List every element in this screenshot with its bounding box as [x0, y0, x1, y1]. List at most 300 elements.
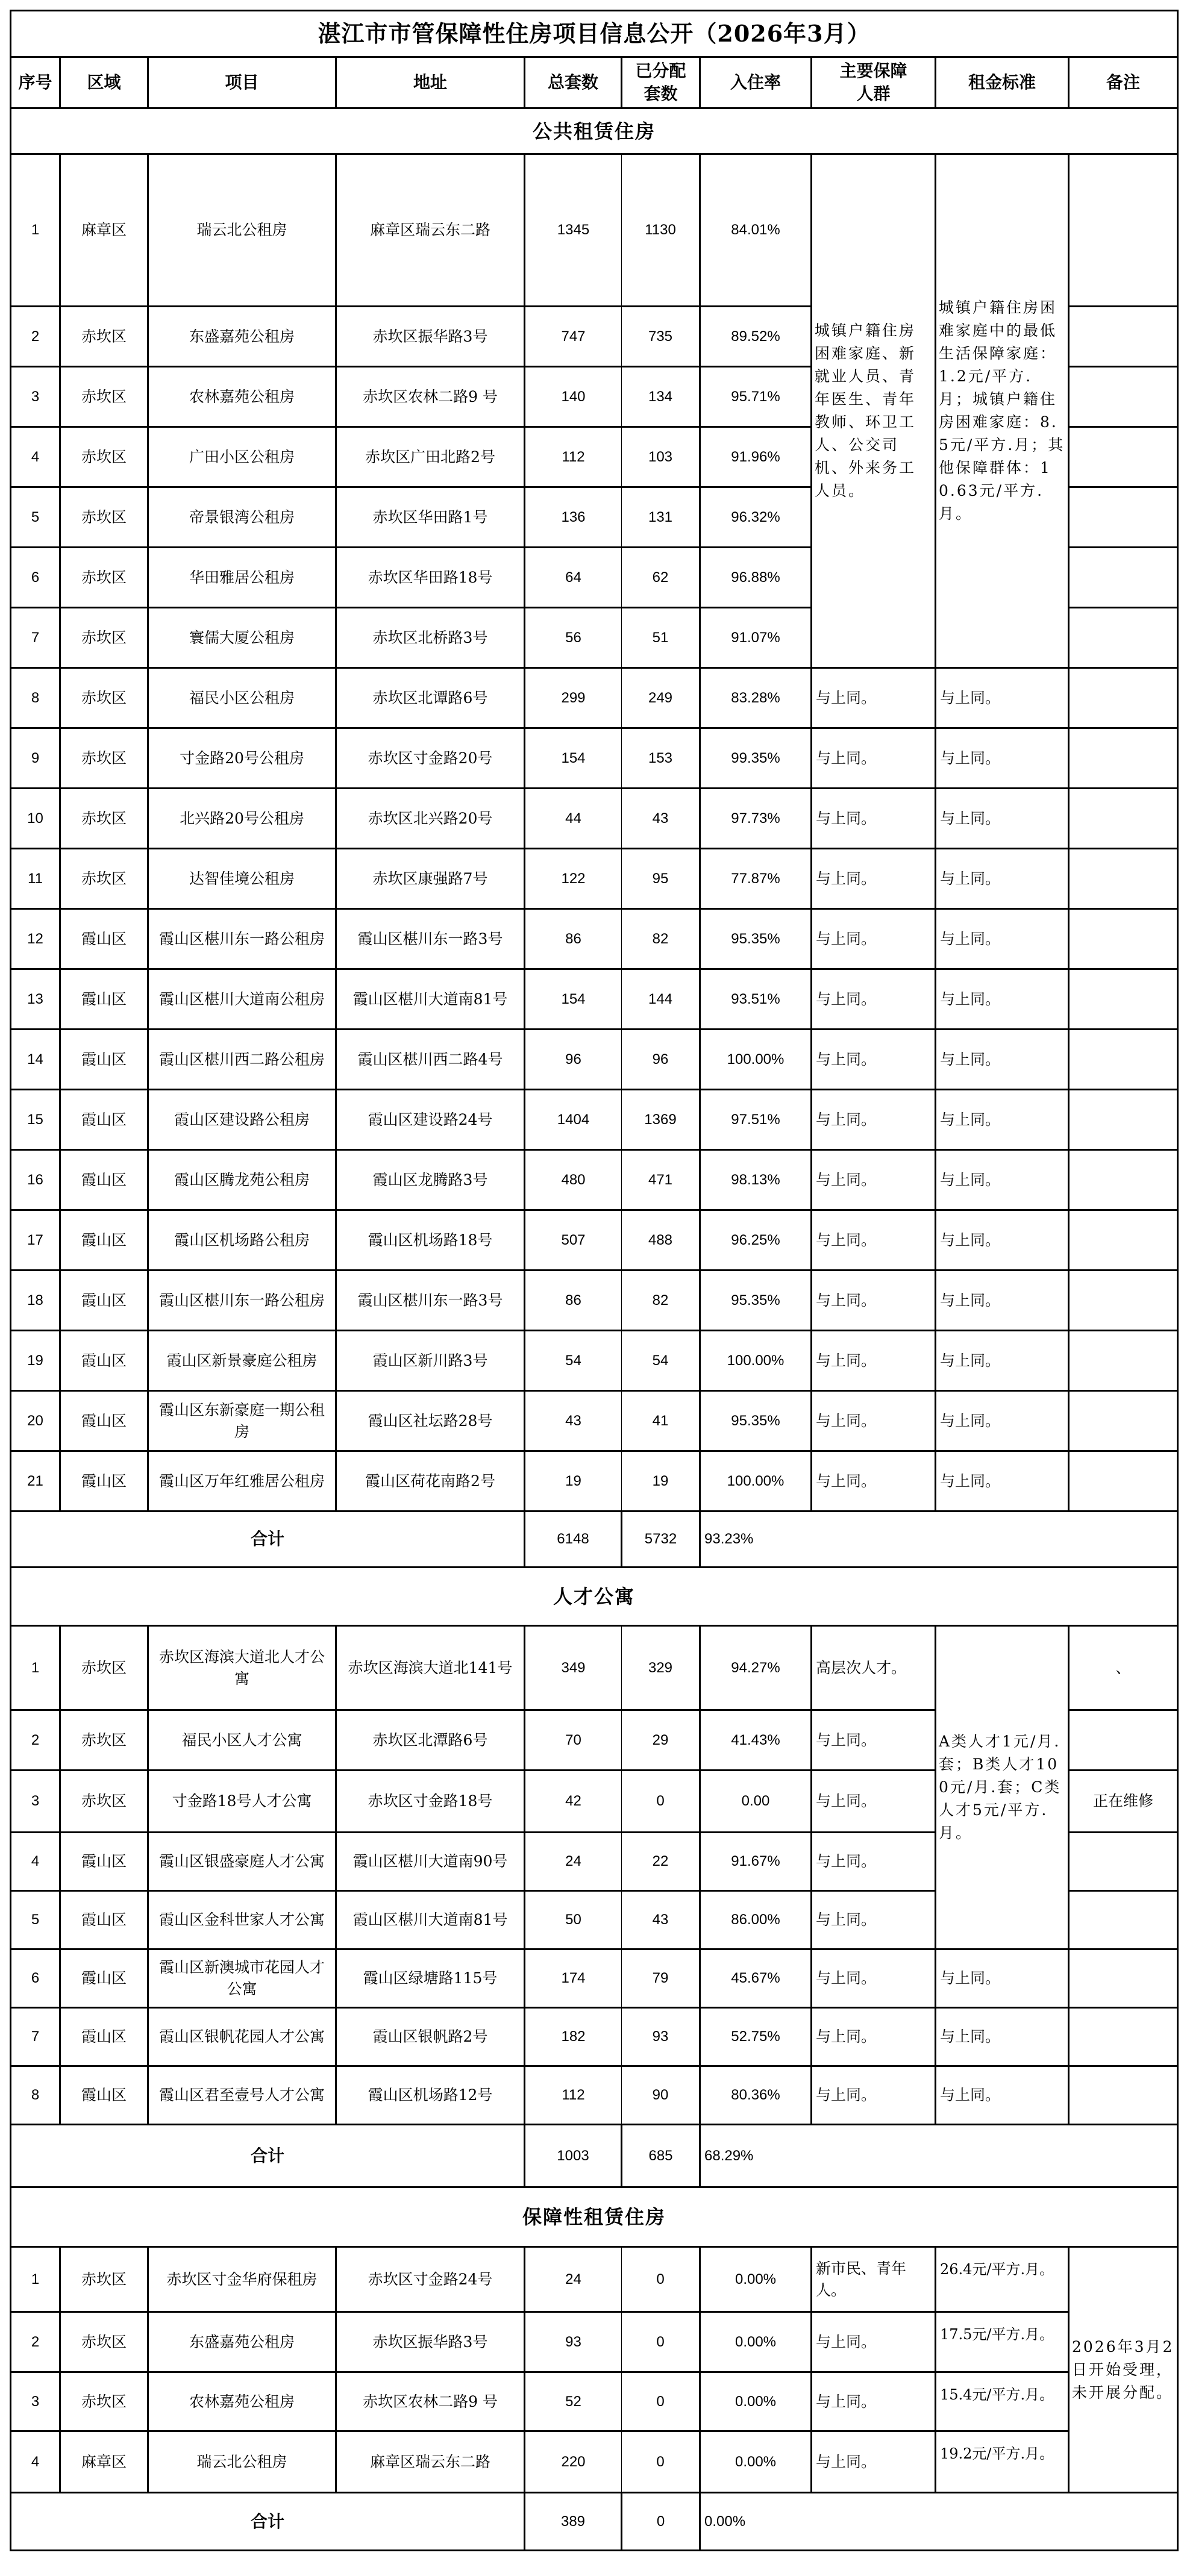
rent-standard-cell: 与上同。 [936, 1949, 1069, 2008]
table-row [11, 1626, 1178, 1710]
district-cell: 赤坎区 [60, 487, 148, 548]
target-group-cell: 高层次人才。 [812, 1626, 936, 1710]
address-cell: 赤坎区北潭路6号 [336, 1710, 525, 1771]
total-units-cell: 480 [525, 1150, 622, 1210]
occupancy-rate-cell: 100.00% [700, 1451, 812, 1512]
allocated-units-cell: 62 [622, 548, 700, 608]
total-units-cell: 52 [525, 2372, 622, 2431]
district-cell: 霞山区 [60, 1451, 148, 1512]
rent-standard-merged-cell: A类人才1元/月.套；B类人才100元/月.套；C类人才5元/平方.月。 [936, 1626, 1069, 1949]
target-group-cell: 与上同。 [812, 1891, 936, 1949]
district-cell: 霞山区 [60, 909, 148, 969]
occupancy-rate-cell: 97.51% [700, 1090, 812, 1150]
allocated-units-cell: 90 [622, 2066, 700, 2125]
occupancy-rate-cell: 80.36% [700, 2066, 812, 2125]
district-cell: 霞山区 [60, 1949, 148, 2008]
occupancy-rate-cell: 89.52% [700, 307, 812, 367]
allocated-units-cell: 1369 [622, 1090, 700, 1150]
table-row [11, 1331, 1178, 1391]
row-number: 1 [11, 2247, 60, 2312]
summary-row [11, 2125, 1178, 2187]
project-cell: 福民小区公租房 [148, 668, 336, 728]
row-number: 12 [11, 909, 60, 969]
remark-cell [1069, 849, 1178, 909]
col-header-target-group [812, 57, 936, 108]
project-cell: 霞山区椹川东一路公租房 [148, 909, 336, 969]
row-number: 21 [11, 1451, 60, 1512]
address-cell: 霞山区椹川大道南81号 [336, 1891, 525, 1949]
address-cell: 赤坎区寸金路24号 [336, 2247, 525, 2312]
total-units-cell: 1404 [525, 1090, 622, 1150]
occupancy-rate-cell: 98.13% [700, 1150, 812, 1210]
address-cell: 霞山区龙腾路3号 [336, 1150, 525, 1210]
table-row [11, 2372, 1178, 2431]
address-cell: 麻章区瑞云东二路 [336, 2431, 525, 2493]
total-units-cell: 93 [525, 2312, 622, 2372]
allocated-units-cell: 43 [622, 1891, 700, 1949]
summary-allocated: 5732 [622, 1512, 700, 1568]
allocated-units-cell: 0 [622, 2247, 700, 2312]
project-cell: 寸金路20号公租房 [148, 728, 336, 789]
address-cell: 霞山区新川路3号 [336, 1331, 525, 1391]
project-cell: 农林嘉苑公租房 [148, 2372, 336, 2431]
allocated-units-cell: 131 [622, 487, 700, 548]
address-cell: 赤坎区北谭路6号 [336, 668, 525, 728]
occupancy-rate-cell: 0.00 [700, 1771, 812, 1833]
total-units-cell: 122 [525, 849, 622, 909]
rent-standard-cell: 与上同。 [936, 1090, 1069, 1150]
col-header-project: 项目 [148, 57, 336, 108]
allocated-units-cell: 29 [622, 1710, 700, 1771]
allocated-units-cell: 22 [622, 1833, 700, 1891]
target-group-cell: 与上同。 [812, 1271, 936, 1331]
target-group-cell: 与上同。 [812, 1710, 936, 1771]
allocated-units-cell: 488 [622, 1210, 700, 1271]
total-units-cell: 507 [525, 1210, 622, 1271]
target-group-cell: 与上同。 [812, 1090, 936, 1150]
occupancy-rate-cell: 100.00% [700, 1331, 812, 1391]
occupancy-rate-cell: 95.35% [700, 1391, 812, 1451]
allocated-units-cell: 103 [622, 427, 700, 487]
remark-cell: 正在维修 [1069, 1771, 1178, 1833]
target-group-cell: 与上同。 [812, 2312, 936, 2372]
occupancy-rate-cell: 93.51% [700, 969, 812, 1030]
occupancy-rate-cell: 97.73% [700, 789, 812, 849]
allocated-units-cell: 153 [622, 728, 700, 789]
address-cell: 霞山区机场路18号 [336, 1210, 525, 1271]
rent-standard-cell: 与上同。 [936, 2066, 1069, 2125]
district-cell: 赤坎区 [60, 2312, 148, 2372]
total-units-cell: 70 [525, 1710, 622, 1771]
remark-cell [1069, 1090, 1178, 1150]
total-units-cell: 220 [525, 2431, 622, 2493]
allocated-units-cell: 95 [622, 849, 700, 909]
table-row [11, 668, 1178, 728]
total-units-cell: 1345 [525, 154, 622, 307]
allocated-units-cell: 0 [622, 2372, 700, 2431]
project-cell: 福民小区人才公寓 [148, 1710, 336, 1771]
address-cell: 赤坎区振华路3号 [336, 2312, 525, 2372]
col-header-allocated-l1: 已分配 [635, 61, 686, 81]
allocated-units-cell: 82 [622, 1271, 700, 1331]
occupancy-rate-cell: 95.71% [700, 367, 812, 427]
target-group-cell: 与上同。 [812, 2431, 936, 2493]
district-cell: 霞山区 [60, 1331, 148, 1391]
section-talent-apartment [11, 1626, 1178, 2125]
occupancy-rate-cell: 96.25% [700, 1210, 812, 1271]
district-cell: 赤坎区 [60, 1626, 148, 1710]
address-cell: 赤坎区农林二路9 号 [336, 2372, 525, 2431]
address-cell: 霞山区建设路24号 [336, 1090, 525, 1150]
title-row [11, 11, 1178, 57]
address-cell: 霞山区椹川东一路3号 [336, 1271, 525, 1331]
remark-cell [1069, 909, 1178, 969]
row-number: 5 [11, 487, 60, 548]
allocated-units-cell: 96 [622, 1030, 700, 1090]
col-header-total: 总套数 [525, 57, 622, 108]
address-cell: 赤坎区华田路18号 [336, 548, 525, 608]
address-cell: 赤坎区北兴路20号 [336, 789, 525, 849]
target-group-cell: 与上同。 [812, 909, 936, 969]
rent-standard-cell: 26.4元/平方.月。 [936, 2247, 1069, 2312]
district-cell: 霞山区 [60, 1090, 148, 1150]
rent-standard-cell: 与上同。 [936, 849, 1069, 909]
summary-total: 1003 [525, 2125, 622, 2187]
project-cell: 赤坎区海滨大道北人才公寓 [148, 1626, 336, 1710]
occupancy-rate-cell: 0.00% [700, 2372, 812, 2431]
table-row [11, 2312, 1178, 2372]
housing-disclosure-sheet [10, 10, 1177, 2551]
occupancy-rate-cell: 52.75% [700, 2008, 812, 2066]
occupancy-rate-cell: 84.01% [700, 154, 812, 307]
address-cell: 霞山区椹川东一路3号 [336, 909, 525, 969]
project-cell: 北兴路20号公租房 [148, 789, 336, 849]
total-units-cell: 96 [525, 1030, 622, 1090]
col-header-remark: 备注 [1069, 57, 1178, 108]
occupancy-rate-cell: 0.00% [700, 2312, 812, 2372]
col-header-rent: 租金标准 [936, 57, 1069, 108]
total-units-cell: 182 [525, 2008, 622, 2066]
target-group-cell: 与上同。 [812, 1150, 936, 1210]
rent-standard-cell: 19.2元/平方.月。 [936, 2431, 1069, 2493]
remark-cell: 、 [1069, 1626, 1178, 1710]
allocated-units-cell: 0 [622, 2431, 700, 2493]
allocated-units-cell: 82 [622, 909, 700, 969]
total-units-cell: 54 [525, 1331, 622, 1391]
total-units-cell: 42 [525, 1771, 622, 1833]
project-cell: 瑞云北公租房 [148, 154, 336, 307]
allocated-units-cell: 51 [622, 608, 700, 668]
district-cell: 赤坎区 [60, 789, 148, 849]
target-group-merged-cell: 城镇户籍住房困难家庭、新就业人员、青年医生、青年教师、环卫工人、公交司机、外来务工人员。 [812, 154, 936, 668]
target-group-cell: 与上同。 [812, 1949, 936, 2008]
allocated-units-cell: 249 [622, 668, 700, 728]
remark-cell [1069, 548, 1178, 608]
row-number: 8 [11, 2066, 60, 2125]
target-group-cell: 与上同。 [812, 1771, 936, 1833]
table-row [11, 154, 1178, 307]
table-row [11, 2008, 1178, 2066]
table-row [11, 1949, 1178, 2008]
summary-label: 合计 [11, 2125, 525, 2187]
row-number: 4 [11, 2431, 60, 2493]
table-row [11, 2247, 1178, 2312]
target-group-cell: 与上同。 [812, 1391, 936, 1451]
target-group-cell: 与上同。 [812, 1451, 936, 1512]
row-number: 10 [11, 789, 60, 849]
address-cell: 赤坎区广田北路2号 [336, 427, 525, 487]
project-cell: 农林嘉苑公租房 [148, 367, 336, 427]
district-cell: 赤坎区 [60, 608, 148, 668]
summary-rate: 68.29% [700, 2125, 1178, 2187]
row-number: 9 [11, 728, 60, 789]
project-cell: 寸金路18号人才公寓 [148, 1771, 336, 1833]
row-number: 13 [11, 969, 60, 1030]
remark-cell [1069, 307, 1178, 367]
summary-row [11, 2493, 1178, 2551]
project-cell: 霞山区新景豪庭公租房 [148, 1331, 336, 1391]
target-group-cell: 与上同。 [812, 849, 936, 909]
district-cell: 霞山区 [60, 1391, 148, 1451]
total-units-cell: 136 [525, 487, 622, 548]
table-row [11, 2066, 1178, 2125]
col-header-allocated [622, 57, 700, 108]
district-cell: 霞山区 [60, 969, 148, 1030]
address-cell: 赤坎区康强路7号 [336, 849, 525, 909]
district-cell: 霞山区 [60, 1891, 148, 1949]
allocated-units-cell: 41 [622, 1391, 700, 1451]
project-cell: 霞山区椹川东一路公租房 [148, 1271, 336, 1331]
row-number: 18 [11, 1271, 60, 1331]
project-cell: 霞山区银帆花园人才公寓 [148, 2008, 336, 2066]
table-row [11, 1271, 1178, 1331]
row-number: 19 [11, 1331, 60, 1391]
table-row [11, 1451, 1178, 1512]
table-row [11, 728, 1178, 789]
project-cell: 霞山区建设路公租房 [148, 1090, 336, 1150]
target-group-cell: 与上同。 [812, 668, 936, 728]
address-cell: 赤坎区北桥路3号 [336, 608, 525, 668]
remark-cell [1069, 969, 1178, 1030]
target-group-cell: 与上同。 [812, 1331, 936, 1391]
district-cell: 麻章区 [60, 154, 148, 307]
total-units-cell: 86 [525, 1271, 622, 1331]
summary-allocated: 0 [622, 2493, 700, 2551]
row-number: 1 [11, 1626, 60, 1710]
target-group-cell: 与上同。 [812, 1210, 936, 1271]
district-cell: 霞山区 [60, 2008, 148, 2066]
occupancy-rate-cell: 100.00% [700, 1030, 812, 1090]
district-cell: 赤坎区 [60, 548, 148, 608]
project-cell: 霞山区新澳城市花园人才公寓 [148, 1949, 336, 2008]
project-cell: 东盛嘉苑公租房 [148, 2312, 336, 2372]
occupancy-rate-cell: 41.43% [700, 1710, 812, 1771]
remark-cell [1069, 1271, 1178, 1331]
address-cell: 赤坎区寸金路18号 [336, 1771, 525, 1833]
table-row [11, 2431, 1178, 2493]
total-units-cell: 112 [525, 427, 622, 487]
district-cell: 霞山区 [60, 1833, 148, 1891]
target-group-cell: 与上同。 [812, 2066, 936, 2125]
project-cell: 霞山区君至壹号人才公寓 [148, 2066, 336, 2125]
address-cell: 赤坎区寸金路20号 [336, 728, 525, 789]
address-cell: 霞山区社坛路28号 [336, 1391, 525, 1451]
occupancy-rate-cell: 91.96% [700, 427, 812, 487]
district-cell: 麻章区 [60, 2431, 148, 2493]
row-number: 8 [11, 668, 60, 728]
section-title-talent-apartment: 人才公寓 [11, 1568, 1178, 1626]
row-number: 6 [11, 548, 60, 608]
target-group-cell: 与上同。 [812, 2008, 936, 2066]
occupancy-rate-cell: 86.00% [700, 1891, 812, 1949]
project-cell: 华田雅居公租房 [148, 548, 336, 608]
row-number: 16 [11, 1150, 60, 1210]
address-cell: 麻章区瑞云东二路 [336, 154, 525, 307]
total-units-cell: 50 [525, 1891, 622, 1949]
total-units-cell: 299 [525, 668, 622, 728]
allocated-units-cell: 19 [622, 1451, 700, 1512]
remark-cell [1069, 1391, 1178, 1451]
total-units-cell: 64 [525, 548, 622, 608]
total-units-cell: 44 [525, 789, 622, 849]
row-number: 15 [11, 1090, 60, 1150]
remark-cell [1069, 1210, 1178, 1271]
col-header-district: 区域 [60, 57, 148, 108]
project-cell: 帝景银湾公租房 [148, 487, 336, 548]
address-cell: 霞山区椹川大道南90号 [336, 1833, 525, 1891]
address-cell: 霞山区银帆路2号 [336, 2008, 525, 2066]
rent-standard-cell: 与上同。 [936, 1451, 1069, 1512]
table-row [11, 1391, 1178, 1451]
summary-rate: 0.00% [700, 2493, 1178, 2551]
allocated-units-cell: 144 [622, 969, 700, 1030]
row-number: 2 [11, 1710, 60, 1771]
allocated-units-cell: 0 [622, 1771, 700, 1833]
total-units-cell: 349 [525, 1626, 622, 1710]
occupancy-rate-cell: 83.28% [700, 668, 812, 728]
section-title-row [11, 1568, 1178, 1626]
occupancy-rate-cell: 0.00% [700, 2247, 812, 2312]
remark-cell [1069, 728, 1178, 789]
allocated-units-cell: 0 [622, 2312, 700, 2372]
table-row [11, 849, 1178, 909]
occupancy-rate-cell: 96.88% [700, 548, 812, 608]
remark-cell [1069, 1331, 1178, 1391]
section-title-public-rental: 公共租赁住房 [11, 108, 1178, 154]
rent-standard-cell: 与上同。 [936, 969, 1069, 1030]
total-units-cell: 43 [525, 1391, 622, 1451]
total-units-cell: 86 [525, 909, 622, 969]
district-cell: 赤坎区 [60, 1710, 148, 1771]
total-units-cell: 154 [525, 728, 622, 789]
district-cell: 霞山区 [60, 1150, 148, 1210]
section-title-row [11, 108, 1178, 154]
project-cell: 霞山区万年红雅居公租房 [148, 1451, 336, 1512]
allocated-units-cell: 471 [622, 1150, 700, 1210]
remark-cell [1069, 1030, 1178, 1090]
row-number: 2 [11, 2312, 60, 2372]
district-cell: 赤坎区 [60, 849, 148, 909]
row-number: 11 [11, 849, 60, 909]
table-row [11, 789, 1178, 849]
occupancy-rate-cell: 0.00% [700, 2431, 812, 2493]
col-header-occupancy: 入住率 [700, 57, 812, 108]
address-cell: 霞山区荷花南路2号 [336, 1451, 525, 1512]
total-units-cell: 24 [525, 1833, 622, 1891]
occupancy-rate-cell: 45.67% [700, 1949, 812, 2008]
address-cell: 霞山区机场路12号 [336, 2066, 525, 2125]
occupancy-rate-cell: 94.27% [700, 1626, 812, 1710]
summary-total: 6148 [525, 1512, 622, 1568]
allocated-units-cell: 43 [622, 789, 700, 849]
project-cell: 霞山区银盛豪庭人才公寓 [148, 1833, 336, 1891]
district-cell: 霞山区 [60, 2066, 148, 2125]
remark-cell [1069, 1150, 1178, 1210]
rent-standard-merged-cell: 城镇户籍住房困难家庭中的最低生活保障家庭：1.2元/平方.月；城镇户籍住房困难家庭：8.5元/平方.月；其他保障群体：10.63元/平方.月。 [936, 154, 1069, 668]
district-cell: 赤坎区 [60, 427, 148, 487]
address-cell: 霞山区椹川西二路4号 [336, 1030, 525, 1090]
remark-cell [1069, 668, 1178, 728]
district-cell: 赤坎区 [60, 2247, 148, 2312]
project-cell: 达智佳境公租房 [148, 849, 336, 909]
district-cell: 赤坎区 [60, 728, 148, 789]
allocated-units-cell: 54 [622, 1331, 700, 1391]
allocated-units-cell: 79 [622, 1949, 700, 2008]
summary-allocated: 685 [622, 2125, 700, 2187]
table-row [11, 1150, 1178, 1210]
rent-standard-cell: 与上同。 [936, 1210, 1069, 1271]
allocated-units-cell: 329 [622, 1626, 700, 1710]
remark-cell [1069, 789, 1178, 849]
row-number: 6 [11, 1949, 60, 2008]
project-cell: 瑞云北公租房 [148, 2431, 336, 2493]
rent-standard-cell: 与上同。 [936, 1150, 1069, 1210]
total-units-cell: 154 [525, 969, 622, 1030]
row-number: 3 [11, 1771, 60, 1833]
table-row [11, 909, 1178, 969]
remark-cell [1069, 2066, 1178, 2125]
target-group-cell: 与上同。 [812, 969, 936, 1030]
allocated-units-cell: 93 [622, 2008, 700, 2066]
district-cell: 赤坎区 [60, 307, 148, 367]
address-cell: 霞山区绿塘路115号 [336, 1949, 525, 2008]
project-cell: 霞山区东新豪庭一期公租房 [148, 1391, 336, 1451]
remark-cell [1069, 1891, 1178, 1949]
remark-cell [1069, 487, 1178, 548]
row-number: 20 [11, 1391, 60, 1451]
occupancy-rate-cell: 96.32% [700, 487, 812, 548]
district-cell: 霞山区 [60, 1271, 148, 1331]
project-cell: 广田小区公租房 [148, 427, 336, 487]
rent-standard-cell: 与上同。 [936, 728, 1069, 789]
district-cell: 霞山区 [60, 1210, 148, 1271]
col-header-group-l1: 主要保障 [839, 61, 907, 81]
project-cell: 寰儒大厦公租房 [148, 608, 336, 668]
row-number: 3 [11, 2372, 60, 2431]
row-number: 7 [11, 2008, 60, 2066]
section-title-row [11, 2187, 1178, 2247]
allocated-units-cell: 134 [622, 367, 700, 427]
col-header-allocated-l2: 套数 [644, 84, 678, 104]
occupancy-rate-cell: 99.35% [700, 728, 812, 789]
total-units-cell: 19 [525, 1451, 622, 1512]
district-cell: 赤坎区 [60, 668, 148, 728]
address-cell: 赤坎区海滨大道北141号 [336, 1626, 525, 1710]
total-units-cell: 174 [525, 1949, 622, 2008]
address-cell: 赤坎区华田路1号 [336, 487, 525, 548]
target-group-cell: 新市民、青年人。 [812, 2247, 936, 2312]
row-number: 3 [11, 367, 60, 427]
